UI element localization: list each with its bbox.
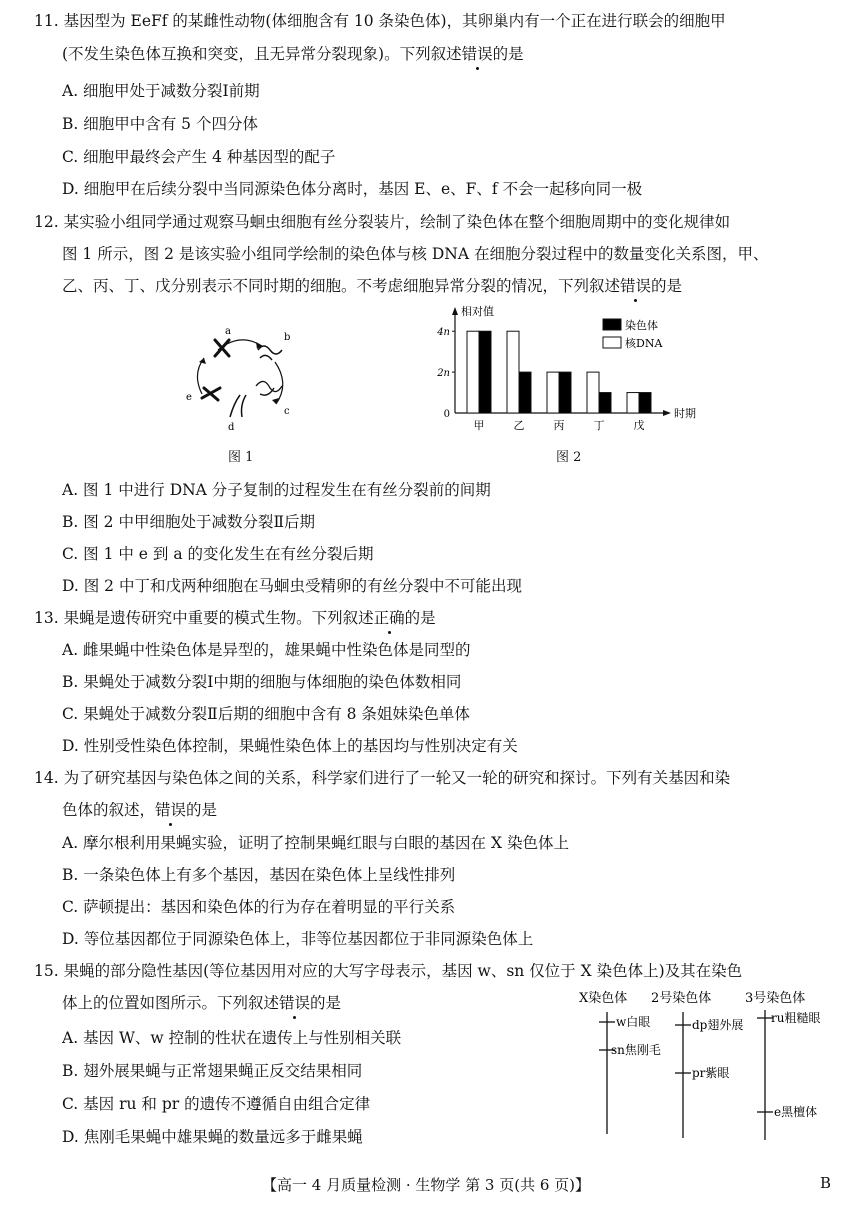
figure2-caption: 图 2: [556, 450, 582, 465]
q12-option-b: B. 图 2 中甲细胞处于减数分裂Ⅱ后期: [62, 513, 315, 531]
q11-option-b: B. 细胞甲中含有 5 个四分体: [62, 115, 258, 133]
q12-stem-line2: 图 1 所示，图 2 是该实验小组同学绘制的染色体与核 DNA 在细胞分裂过程中的数量变化关系图，甲、: [62, 245, 769, 263]
legend-swatch: [603, 319, 621, 330]
paper-version: B: [820, 1174, 832, 1192]
q12-option-d: D. 图 2 中丁和戊两种细胞在马蛔虫受精卵的有丝分裂中不可能出现: [62, 577, 522, 595]
chromosome-c: [256, 381, 282, 395]
emphasis-mark: 错误: [461, 45, 493, 63]
bar-dna: [587, 372, 599, 413]
bar-chromosome: [599, 393, 611, 413]
q14-option-d: D. 等位基因都位于同源染色体上，非等位基因都位于非同源染色体上: [62, 930, 534, 948]
footer-text: 【高一 4 月质量检测 · 生物学 第 3 页(共 6 页)】: [262, 1176, 591, 1194]
emphasis-mark: 错误: [155, 801, 187, 819]
bar-dna: [547, 372, 559, 413]
legend-label: 核DNA: [625, 337, 663, 350]
legend-label: 染色体: [625, 319, 658, 332]
x-category-label: 丙: [553, 419, 565, 432]
bar-dna: [467, 331, 479, 413]
gene-label-dp: dp翅外展: [692, 1018, 744, 1032]
q15-stem-line1: 15. 果蝇的部分隐性基因(等位基因用对应的大写字母表示，基因 w、sn 仅位于 X 染色体上)及其在染色: [34, 962, 743, 980]
q15-option-d: D. 焦刚毛果蝇中雄果蝇的数量远多于雌果蝇: [62, 1128, 363, 1146]
figure1-caption: 图 1: [228, 450, 254, 465]
emphasis-mark: 正确: [373, 609, 405, 627]
bar-dna: [627, 393, 639, 413]
q13-option-a: A. 雌果蝇中性染色体是异型的，雄果蝇中性染色体是同型的: [62, 641, 471, 659]
q11-option-d: D. 细胞甲在后续分裂中当同源染色体分离时，基因 E、e、F、f 不会一起移向同一极: [62, 180, 643, 198]
cycle-arrow: [275, 362, 283, 404]
q12-option-a: A. 图 1 中进行 DNA 分子复制的过程发生在有丝分裂前的间期: [62, 481, 491, 499]
q15-option-c: C. 基因 ru 和 pr 的遗传不遵循自由组合定律: [62, 1095, 371, 1113]
bar-chromosome: [479, 331, 491, 413]
bar-chromosome: [639, 393, 651, 413]
y-tick-label: 2n: [437, 368, 450, 380]
chromosome-d: [230, 395, 246, 417]
gene-label-ru: ru粗糙眼: [771, 1011, 821, 1025]
gene-label-w: w白眼: [616, 1015, 651, 1029]
q11-stem-line2: (不发生染色体互换和突变，且无异常分裂现象)。下列叙述错误的是: [62, 45, 524, 63]
fig1-label-e: e: [186, 392, 192, 403]
x-category-label: 甲: [473, 419, 485, 432]
q12-stem-line1: 12. 某实验小组同学通过观察马蛔虫细胞有丝分裂装片，绘制了染色体在整个细胞周期中的变化规律如: [34, 213, 731, 231]
emphasis-mark: 错误: [279, 994, 311, 1012]
gene-label-sn: sn焦刚毛: [611, 1043, 661, 1057]
chromosome-gene-map: [575, 988, 835, 1148]
q14-stem-line1: 14. 为了研究基因与染色体之间的关系，科学家们进行了一轮又一轮的研究和探讨。下列有关基因和染: [34, 769, 731, 787]
fig1-label-a: a: [225, 326, 231, 337]
x-category-label: 丁: [593, 419, 605, 432]
q12-stem-line3: 乙、丙、丁、戊分别表示不同时期的细胞。不考虑细胞异常分裂的情况，下列叙述错误的是: [62, 277, 683, 295]
q13-stem: 13. 果蝇是遗传研究中重要的模式生物。下列叙述正确的是: [34, 609, 436, 627]
chrom-title-3: 3号染色体: [745, 991, 806, 1006]
bar-chromosome: [519, 372, 531, 413]
emphasis-mark: 错误: [620, 277, 652, 295]
q15-option-a: A. 基因 W、w 控制的性状在遗传上与性别相关联: [62, 1029, 402, 1047]
q11-stem-line1: 11. 基因型为 EeFf 的某雌性动物(体细胞含有 10 条染色体)，其卵巢内有一个正在进行联会的细胞甲: [34, 12, 726, 30]
fig1-label-b: b: [284, 332, 291, 343]
x-axis-label: 时期: [674, 407, 696, 420]
q11-option-c: C. 细胞甲最终会产生 4 种基因型的配子: [62, 148, 336, 166]
q15-stem-line2: 体上的位置如图所示。下列叙述错误的是: [62, 994, 342, 1012]
chromosome-b: [258, 346, 282, 360]
fig1-label-c: c: [284, 406, 290, 417]
q14-option-c: C. 萨顿提出：基因和染色体的行为存在着明显的平行关系: [62, 898, 456, 916]
q11-option-a: A. 细胞甲处于减数分裂Ⅰ前期: [62, 82, 260, 100]
q14-stem-line2: 色体的叙述，错误的是: [62, 801, 218, 819]
y-axis-arrow: [452, 307, 458, 315]
q14-option-a: A. 摩尔根利用果蝇实验，证明了控制果蝇红眼与白眼的基因在 X 染色体上: [62, 834, 569, 852]
q12-option-c: C. 图 1 中 e 到 a 的变化发生在有丝分裂后期: [62, 545, 374, 563]
x-axis-arrow: [663, 410, 671, 416]
legend-swatch: [603, 337, 621, 348]
q13-option-b: B. 果蝇处于减数分裂Ⅰ中期的细胞与体细胞的染色体数相同: [62, 673, 462, 691]
x-category-label: 戊: [633, 419, 645, 432]
chromosome-e: [202, 388, 220, 400]
gene-label-pr: pr紫眼: [692, 1066, 730, 1080]
chrom-title-2: 2号染色体: [651, 991, 712, 1006]
figure1-chromosome-cycle: [180, 322, 300, 434]
q15-option-b: B. 翅外展果蝇与正常翅果蝇正反交结果相同: [62, 1062, 363, 1080]
y-tick-label: 0: [443, 409, 450, 420]
q13-option-c: C. 果蝇处于减数分裂Ⅱ后期的细胞中含有 8 条姐妹染色单体: [62, 705, 470, 723]
q14-option-b: B. 一条染色体上有多个基因，基因在染色体上呈线性排列: [62, 866, 456, 884]
chromosome-a: [215, 340, 229, 356]
y-tick-label: 4n: [437, 327, 450, 339]
q13-option-d: D. 性别受性染色体控制，果蝇性染色体上的基因均与性别决定有关: [62, 737, 518, 755]
x-category-label: 乙: [513, 419, 525, 432]
y-axis-label: 相对值: [461, 305, 494, 318]
gene-label-e: e黑檀体: [774, 1105, 818, 1119]
figure2-bar-chart: [425, 303, 715, 443]
chrom-title-x: X染色体: [579, 991, 628, 1006]
bar-dna: [507, 331, 519, 413]
fig1-label-d: d: [228, 422, 235, 433]
bar-chromosome: [559, 372, 571, 413]
